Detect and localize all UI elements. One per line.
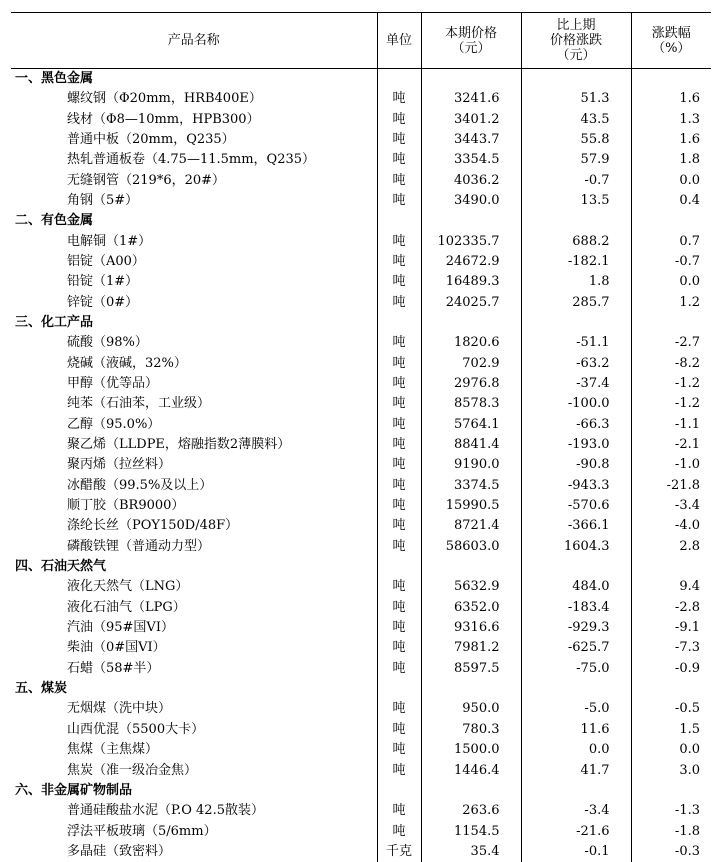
product-name: 线材（Φ8—10mm，HPB300） — [11, 109, 377, 129]
price-cell: 1154.5 — [421, 821, 521, 841]
unit-cell: 吨 — [377, 89, 421, 109]
product-name: 硫酸（98%） — [11, 333, 377, 353]
table-row — [11, 577, 711, 597]
product-name: 涤纶长丝（POY150D/48F） — [11, 516, 377, 536]
table-body — [11, 69, 711, 862]
change-cell: 51.3 — [521, 89, 631, 109]
table-row — [11, 720, 711, 740]
unit-cell: 吨 — [377, 516, 421, 536]
price-table — [11, 12, 711, 862]
unit-cell: 吨 — [377, 130, 421, 150]
unit-cell: 吨 — [377, 476, 421, 496]
percent-cell: -2.7 — [631, 333, 711, 353]
unit-cell: 吨 — [377, 435, 421, 455]
change-cell: -100.0 — [521, 394, 631, 414]
table-row — [11, 170, 711, 190]
unit-cell: 吨 — [377, 170, 421, 190]
change-cell: 0.0 — [521, 740, 631, 760]
price-cell: 58603.0 — [421, 537, 521, 557]
unit-cell: 吨 — [377, 618, 421, 638]
unit-cell — [377, 679, 421, 699]
product-name: 焦煤（主焦煤） — [11, 740, 377, 760]
header-change-percent-line2: （%） — [632, 41, 712, 56]
table-row — [11, 659, 711, 679]
table-row — [11, 231, 711, 251]
product-name: 柴油（0#国VI） — [11, 638, 377, 658]
unit-cell: 吨 — [377, 740, 421, 760]
product-name: 磷酸铁锂（普通动力型） — [11, 537, 377, 557]
change-cell: 1.8 — [521, 272, 631, 292]
product-name: 顺丁胶（BR9000） — [11, 496, 377, 516]
table-row — [11, 353, 711, 373]
change-cell: -75.0 — [521, 659, 631, 679]
percent-cell: -0.9 — [631, 659, 711, 679]
table-row — [11, 598, 711, 618]
unit-cell: 吨 — [377, 699, 421, 719]
change-cell — [521, 557, 631, 577]
category-name: 三、化工产品 — [11, 313, 377, 333]
unit-cell — [377, 557, 421, 577]
percent-cell — [631, 679, 711, 699]
table-row — [11, 415, 711, 435]
unit-cell: 吨 — [377, 252, 421, 272]
price-cell — [421, 313, 521, 333]
table-row — [11, 130, 711, 150]
price-cell: 3374.5 — [421, 476, 521, 496]
change-cell: -929.3 — [521, 618, 631, 638]
price-cell: 263.6 — [421, 801, 521, 821]
category-name: 五、煤炭 — [11, 679, 377, 699]
change-cell: -183.4 — [521, 598, 631, 618]
price-cell: 5764.1 — [421, 415, 521, 435]
change-cell: -3.4 — [521, 801, 631, 821]
percent-cell: -1.3 — [631, 801, 711, 821]
percent-cell: -1.1 — [631, 415, 711, 435]
unit-cell: 吨 — [377, 598, 421, 618]
product-name: 石蜡（58#半） — [11, 659, 377, 679]
unit-cell: 吨 — [377, 415, 421, 435]
product-name: 纯苯（石油苯，工业级） — [11, 394, 377, 414]
percent-cell: 1.6 — [631, 130, 711, 150]
percent-cell: -7.3 — [631, 638, 711, 658]
change-cell — [521, 313, 631, 333]
product-name: 液化天然气（LNG） — [11, 577, 377, 597]
product-name: 乙醇（95.0%） — [11, 415, 377, 435]
percent-cell: -4.0 — [631, 516, 711, 536]
change-cell: -51.1 — [521, 333, 631, 353]
percent-cell: 9.4 — [631, 577, 711, 597]
table-row — [11, 252, 711, 272]
percent-cell: -9.1 — [631, 618, 711, 638]
product-name: 聚乙烯（LLDPE，熔融指数2薄膜料） — [11, 435, 377, 455]
price-cell: 2976.8 — [421, 374, 521, 394]
price-cell: 3443.7 — [421, 130, 521, 150]
table-row — [11, 638, 711, 658]
product-name: 无缝钢管（219*6，20#） — [11, 170, 377, 190]
change-cell — [521, 781, 631, 801]
change-cell: 43.5 — [521, 109, 631, 129]
price-cell: 3241.6 — [421, 89, 521, 109]
table-row — [11, 150, 711, 170]
category-row — [11, 781, 711, 801]
category-name: 四、石油天然气 — [11, 557, 377, 577]
price-cell: 3354.5 — [421, 150, 521, 170]
change-cell: -366.1 — [521, 516, 631, 536]
change-cell: -0.1 — [521, 842, 631, 862]
header-current-price-line1: 本期价格 — [422, 26, 521, 41]
product-name: 电解铜（1#） — [11, 231, 377, 251]
price-cell: 24025.7 — [421, 292, 521, 312]
percent-cell: -1.8 — [631, 821, 711, 841]
table-header — [11, 13, 711, 69]
header-price-change — [521, 13, 631, 69]
change-cell: 55.8 — [521, 130, 631, 150]
category-row — [11, 313, 711, 333]
product-name: 甲醇（优等品） — [11, 374, 377, 394]
percent-cell: 1.3 — [631, 109, 711, 129]
price-cell: 35.4 — [421, 842, 521, 862]
header-price-change-line1: 比上期 — [522, 18, 631, 33]
product-name: 焦炭（准一级冶金焦） — [11, 760, 377, 780]
product-name: 烧碱（液碱，32%） — [11, 353, 377, 373]
change-cell: -90.8 — [521, 455, 631, 475]
change-cell: -5.0 — [521, 699, 631, 719]
product-name: 多晶硅（致密料） — [11, 842, 377, 862]
table-row — [11, 435, 711, 455]
percent-cell: -0.7 — [631, 252, 711, 272]
percent-cell: 0.0 — [631, 272, 711, 292]
price-cell: 3401.2 — [421, 109, 521, 129]
table-row — [11, 455, 711, 475]
unit-cell: 吨 — [377, 374, 421, 394]
category-name: 六、非金属矿物制品 — [11, 781, 377, 801]
unit-cell — [377, 211, 421, 231]
unit-cell: 吨 — [377, 577, 421, 597]
category-row — [11, 211, 711, 231]
price-cell: 16489.3 — [421, 272, 521, 292]
product-name: 山西优混（5500大卡） — [11, 720, 377, 740]
price-cell — [421, 69, 521, 90]
percent-cell — [631, 781, 711, 801]
unit-cell: 吨 — [377, 496, 421, 516]
category-name: 二、有色金属 — [11, 211, 377, 231]
price-cell: 3490.0 — [421, 191, 521, 211]
percent-cell: 1.5 — [631, 720, 711, 740]
product-name: 浮法平板玻璃（5/6mm） — [11, 821, 377, 841]
table-row — [11, 476, 711, 496]
price-cell — [421, 211, 521, 231]
category-name: 一、黑色金属 — [11, 69, 377, 90]
product-name: 聚丙烯（拉丝料） — [11, 455, 377, 475]
change-cell: -66.3 — [521, 415, 631, 435]
table-row — [11, 740, 711, 760]
unit-cell: 吨 — [377, 638, 421, 658]
percent-cell: 0.7 — [631, 231, 711, 251]
product-name: 液化石油气（LPG） — [11, 598, 377, 618]
percent-cell: -0.5 — [631, 699, 711, 719]
price-cell: 1446.4 — [421, 760, 521, 780]
product-name: 冰醋酸（99.5%及以上） — [11, 476, 377, 496]
price-cell — [421, 557, 521, 577]
product-name: 锌锭（0#） — [11, 292, 377, 312]
price-cell: 8597.5 — [421, 659, 521, 679]
product-name: 螺纹钢（Φ20mm，HRB400E） — [11, 89, 377, 109]
product-name: 无烟煤（洗中块） — [11, 699, 377, 719]
table-row — [11, 842, 711, 862]
unit-cell: 吨 — [377, 292, 421, 312]
unit-cell — [377, 69, 421, 90]
percent-cell: -2.1 — [631, 435, 711, 455]
percent-cell: 1.6 — [631, 89, 711, 109]
change-cell: -0.7 — [521, 170, 631, 190]
product-name: 铝锭（A00） — [11, 252, 377, 272]
product-name: 普通中板（20mm，Q235） — [11, 130, 377, 150]
price-cell: 1500.0 — [421, 740, 521, 760]
percent-cell: 2.8 — [631, 537, 711, 557]
header-current-price — [421, 13, 521, 69]
price-cell: 8721.4 — [421, 516, 521, 536]
change-cell — [521, 69, 631, 90]
change-cell: 11.6 — [521, 720, 631, 740]
header-change-percent-line1: 涨跌幅 — [632, 26, 712, 41]
change-cell: -943.3 — [521, 476, 631, 496]
unit-cell: 吨 — [377, 720, 421, 740]
category-row — [11, 69, 711, 90]
table-row — [11, 516, 711, 536]
change-cell: -193.0 — [521, 435, 631, 455]
table-row — [11, 109, 711, 129]
unit-cell: 吨 — [377, 231, 421, 251]
table-row — [11, 394, 711, 414]
change-cell: -570.6 — [521, 496, 631, 516]
percent-cell: 0.4 — [631, 191, 711, 211]
price-cell: 702.9 — [421, 353, 521, 373]
change-cell: -182.1 — [521, 252, 631, 272]
price-cell: 5632.9 — [421, 577, 521, 597]
unit-cell: 千克 — [377, 842, 421, 862]
unit-cell: 吨 — [377, 801, 421, 821]
table-row — [11, 374, 711, 394]
price-cell: 1820.6 — [421, 333, 521, 353]
product-name: 铅锭（1#） — [11, 272, 377, 292]
table-row — [11, 537, 711, 557]
change-cell: -21.6 — [521, 821, 631, 841]
percent-cell: -0.3 — [631, 842, 711, 862]
percent-cell: 3.0 — [631, 760, 711, 780]
price-cell: 6352.0 — [421, 598, 521, 618]
change-cell: -625.7 — [521, 638, 631, 658]
change-cell — [521, 679, 631, 699]
table-row — [11, 333, 711, 353]
change-cell: 41.7 — [521, 760, 631, 780]
product-name: 普通硅酸盐水泥（P.O 42.5散装） — [11, 801, 377, 821]
price-cell: 24672.9 — [421, 252, 521, 272]
percent-cell: -3.4 — [631, 496, 711, 516]
price-cell: 9316.6 — [421, 618, 521, 638]
header-price-change-line2: 价格涨跌 — [522, 33, 631, 48]
unit-cell: 吨 — [377, 455, 421, 475]
header-price-change-line3: （元） — [522, 48, 631, 63]
percent-cell: 1.8 — [631, 150, 711, 170]
price-cell: 102335.7 — [421, 231, 521, 251]
table-row — [11, 191, 711, 211]
percent-cell: 0.0 — [631, 740, 711, 760]
table-row — [11, 272, 711, 292]
unit-cell: 吨 — [377, 109, 421, 129]
category-row — [11, 557, 711, 577]
change-cell: 13.5 — [521, 191, 631, 211]
unit-cell — [377, 781, 421, 801]
unit-cell: 吨 — [377, 333, 421, 353]
price-cell: 8841.4 — [421, 435, 521, 455]
percent-cell: -2.8 — [631, 598, 711, 618]
table-row — [11, 618, 711, 638]
percent-cell: -21.8 — [631, 476, 711, 496]
header-change-percent — [631, 13, 711, 69]
unit-cell — [377, 313, 421, 333]
header-current-price-line2: （元） — [422, 41, 521, 56]
price-cell — [421, 679, 521, 699]
price-cell — [421, 781, 521, 801]
percent-cell: -1.2 — [631, 374, 711, 394]
unit-cell: 吨 — [377, 353, 421, 373]
unit-cell: 吨 — [377, 659, 421, 679]
percent-cell: -8.2 — [631, 353, 711, 373]
unit-cell: 吨 — [377, 821, 421, 841]
unit-cell: 吨 — [377, 150, 421, 170]
percent-cell — [631, 313, 711, 333]
price-cell: 780.3 — [421, 720, 521, 740]
percent-cell: -1.0 — [631, 455, 711, 475]
percent-cell — [631, 557, 711, 577]
table-row — [11, 760, 711, 780]
product-name: 角钢（5#） — [11, 191, 377, 211]
product-name: 热轧普通板卷（4.75—11.5mm，Q235） — [11, 150, 377, 170]
unit-cell: 吨 — [377, 272, 421, 292]
change-cell: 688.2 — [521, 231, 631, 251]
price-cell: 8578.3 — [421, 394, 521, 414]
percent-cell: -1.2 — [631, 394, 711, 414]
change-cell: -37.4 — [521, 374, 631, 394]
change-cell: 1604.3 — [521, 537, 631, 557]
unit-cell: 吨 — [377, 537, 421, 557]
price-cell: 4036.2 — [421, 170, 521, 190]
category-row — [11, 679, 711, 699]
unit-cell: 吨 — [377, 760, 421, 780]
unit-cell: 吨 — [377, 191, 421, 211]
unit-cell: 吨 — [377, 394, 421, 414]
price-cell: 950.0 — [421, 699, 521, 719]
percent-cell — [631, 69, 711, 90]
percent-cell: 0.0 — [631, 170, 711, 190]
change-cell: -63.2 — [521, 353, 631, 373]
product-name: 汽油（95#国VI） — [11, 618, 377, 638]
price-cell: 15990.5 — [421, 496, 521, 516]
table-row — [11, 699, 711, 719]
change-cell: 484.0 — [521, 577, 631, 597]
header-product-name: 产品名称 — [11, 13, 377, 69]
price-cell: 9190.0 — [421, 455, 521, 475]
table-row — [11, 89, 711, 109]
table-row — [11, 292, 711, 312]
percent-cell: 1.2 — [631, 292, 711, 312]
change-cell: 57.9 — [521, 150, 631, 170]
table-row — [11, 821, 711, 841]
table-row — [11, 496, 711, 516]
price-cell: 7981.2 — [421, 638, 521, 658]
change-cell — [521, 211, 631, 231]
percent-cell — [631, 211, 711, 231]
header-unit: 单位 — [377, 13, 421, 69]
table-row — [11, 801, 711, 821]
change-cell: 285.7 — [521, 292, 631, 312]
